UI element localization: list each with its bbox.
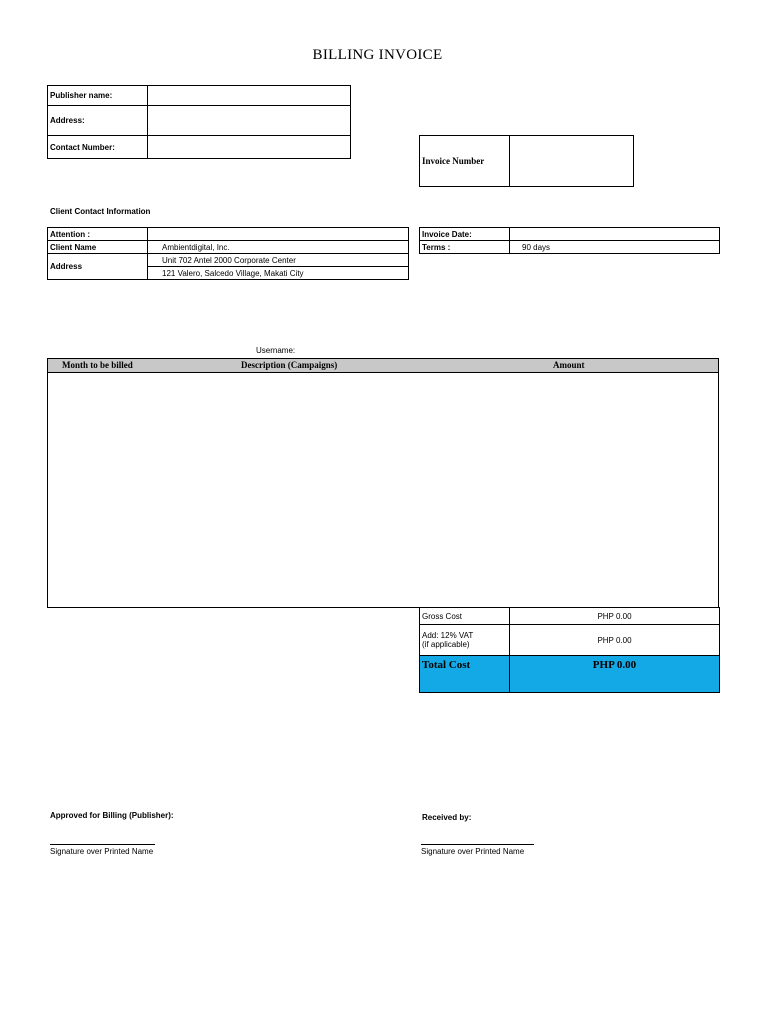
invoice-number-table — [419, 135, 634, 187]
vat-value: PHP 0.00 — [510, 625, 720, 656]
invoice-number-label: Invoice Number — [420, 136, 510, 187]
publisher-signature-line[interactable] — [50, 844, 155, 845]
page-title: BILLING INVOICE — [312, 47, 443, 63]
publisher-name-label: Publisher name: — [48, 86, 148, 106]
publisher-contact-label: Contact Number: — [48, 136, 148, 159]
receiver-signature-caption: Signature over Printed Name — [421, 847, 525, 856]
client-name-label: Client Name — [48, 241, 148, 254]
invoice-number-field[interactable] — [510, 136, 634, 187]
terms-label: Terms : — [420, 241, 510, 254]
billing-items-body[interactable] — [48, 373, 718, 607]
publisher-info-table — [47, 85, 351, 159]
gross-cost-value: PHP 0.00 — [510, 608, 720, 625]
invoice-date-label: Invoice Date: — [420, 228, 510, 241]
client-info-table — [47, 227, 409, 280]
receiver-signature-line[interactable] — [421, 844, 534, 845]
publisher-address-label: Address: — [48, 106, 148, 136]
billing-items-table — [47, 358, 719, 608]
terms-value: 90 days — [510, 241, 720, 254]
approved-for-billing-label: Approved for Billing (Publisher): — [50, 811, 174, 820]
client-contact-heading: Client Contact Information — [50, 207, 151, 216]
received-by-label: Received by: — [422, 813, 472, 822]
invoice-date-field[interactable] — [510, 228, 720, 241]
vat-label — [420, 625, 510, 656]
column-amount-header: Amount — [553, 360, 585, 370]
column-description-header: Description (Campaigns) — [241, 360, 338, 370]
publisher-address-field[interactable] — [148, 106, 351, 136]
username-label: Username: — [256, 346, 296, 355]
totals-table — [419, 607, 720, 693]
client-address-label: Address — [48, 254, 148, 280]
publisher-signature-caption: Signature over Printed Name — [50, 847, 154, 856]
attention-label: Attention : — [48, 228, 148, 241]
total-cost-label: Total Cost — [420, 656, 510, 693]
client-address-line2: 121 Valero, Salcedo Village, Makati City — [148, 267, 409, 280]
column-month-header: Month to be billed — [62, 360, 133, 370]
invoice-date-table — [419, 227, 720, 254]
publisher-contact-field[interactable] — [148, 136, 351, 159]
total-cost-value: PHP 0.00 — [510, 656, 720, 693]
vat-label-line1: Add: 12% VAT — [422, 631, 474, 640]
publisher-name-field[interactable] — [148, 86, 351, 106]
billing-header-row — [48, 359, 718, 373]
client-address-line1: Unit 702 Antel 2000 Corporate Center — [148, 254, 409, 267]
vat-label-line2: (if applicable) — [422, 640, 470, 649]
client-name-value: Ambientdigital, Inc. — [148, 241, 409, 254]
gross-cost-label: Gross Cost — [420, 608, 510, 625]
attention-field[interactable] — [148, 228, 409, 241]
